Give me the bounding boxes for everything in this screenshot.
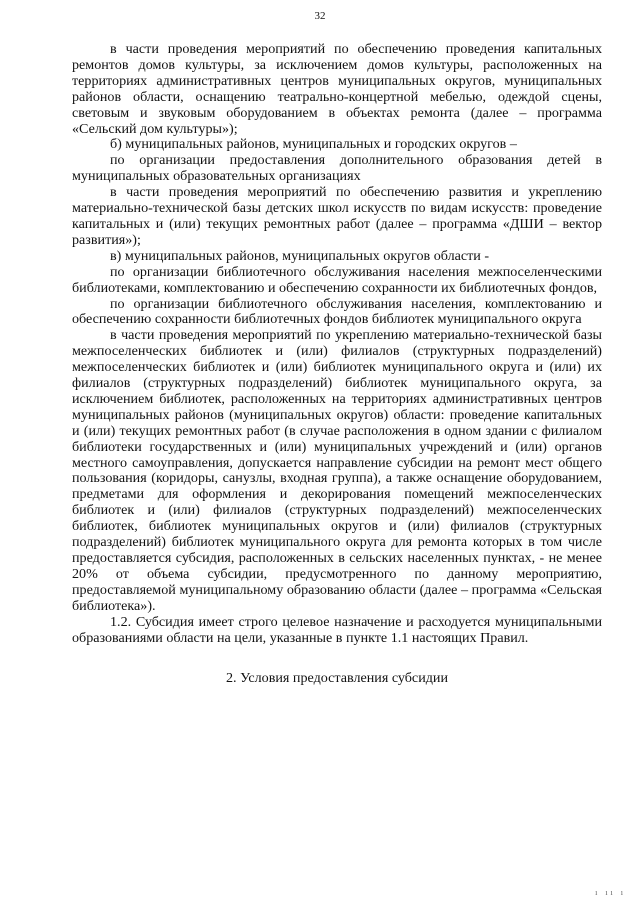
section-heading: 2. Условия предоставления субсидии <box>226 670 448 687</box>
page-number: 32 <box>314 10 326 22</box>
paragraph-rural-library: в части проведения мероприятий по укреплению материально-технической базы межпоселенческих библиотек и (или) филиалов (структурных подразделений) межпоселенческих библиотек и (или) библиотек муниципального округа и (или) их филиалов (структурных подразделений) библиотек муниципального округа, за исключением библиотек, расположенных на территориях административных центров муниципальных районов (муниципальных округов) области: проведение капитальных и (или) текущих ремонтных работ (в случае расположения в одном здании с филиалом библиотеки государственных и (или) муниципальных учреждений и (или) органов местного самоуправления, допускается направление субсидии на ремонт мест общего пользования (коридоры, санузлы, входная группа), а также оснащение оборудованием, предметами для оформления и декорирования помещений межпоселенческих библиотек и (или) филиалов (структурных подразделений) межпоселенческих библиотек, библиотек муниципальных округов и (или) филиалов (структурных подразделений) библиотек муниципального округа для ремонта которых в том числе предоставляется субсидия, расположенных в сельских населенных пунктах, - не менее 20% от объема субсидии, предусмотренного по данному мероприятию, предоставляемой муниципальному образованию области (далее – программа «Сельская библиотека»). <box>72 327 602 614</box>
paragraph-clause-1-2: 1.2. Субсидия имеет строго целевое назначение и расходуется муниципальными образованиями области на цели, указанные в пункте 1.1 настоящих Правил. <box>72 613 602 646</box>
paragraph-house-of-culture: в части проведения мероприятий по обеспечению проведения капитальных ремонтов домов культуры, за исключением домов культуры, расположенных на территориях административных центров муниципальных округов, муниципальных районов области, оснащению театрально-концертной мебелью, одеждой сцены, световым и звуковым оборудованием в объектах ремонта (далее – программа «Сельский дом культуры»); <box>72 41 602 137</box>
document-body <box>72 42 602 687</box>
paragraph-subitem-b: б) муниципальных районов, муниципальных и городских округов – <box>110 136 517 153</box>
paragraph-library-services: по организации библиотечного обслуживания населения, комплектованию и обеспечению сохранности библиотечных фондов библиотек муниципального округа <box>72 295 602 328</box>
paragraph-additional-education: по организации предоставления дополнительного образования детей в муниципальных образовательных организациях <box>72 152 602 185</box>
paragraph-art-schools: в части проведения мероприятий по обеспечению развития и укреплению материально-технической базы детских школ искусств по видам искусств: проведение капитальных и (или) текущих ремонтных работ (далее – программа «ДШИ – вектор развития»); <box>72 184 602 248</box>
paragraph-interdistrict-libraries: по организации библиотечного обслуживания населения межпоселенческими библиотеками, комплектованию и обеспечению сохранности их библиотечных фондов, <box>72 263 602 296</box>
scan-corner-marks: ı ıı ı <box>595 888 626 897</box>
paragraph-subitem-c: в) муниципальных районов, муниципальных округов области - <box>110 247 490 264</box>
